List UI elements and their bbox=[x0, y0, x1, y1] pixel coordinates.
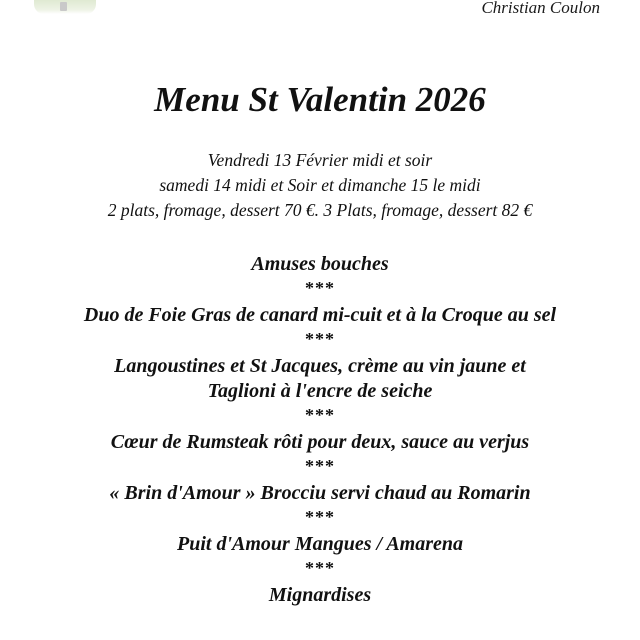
info-line-dates-friday: Vendredi 13 Février midi et soir bbox=[207, 150, 433, 170]
info-line-dates-weekend: samedi 14 midi et Soir et dimanche 15 le midi bbox=[159, 175, 481, 195]
menu-courses bbox=[0, 252, 640, 608]
course-rumsteak: Cœur de Rumsteak rôti pour deux, sauce au verjus bbox=[110, 431, 530, 453]
separator: *** bbox=[305, 278, 335, 298]
author-name: Christian Coulon bbox=[481, 0, 600, 17]
separator: *** bbox=[305, 405, 335, 425]
menu-info bbox=[0, 148, 640, 223]
menu-title: Menu St Valentin 2026 bbox=[154, 80, 486, 119]
separator: *** bbox=[305, 456, 335, 476]
separator: *** bbox=[305, 329, 335, 349]
logo-mark bbox=[60, 2, 67, 11]
separator: *** bbox=[305, 507, 335, 527]
course-puit-d-amour: Puit d'Amour Mangues / Amarena bbox=[177, 533, 463, 555]
course-amuses-bouches: Amuses bouches bbox=[251, 253, 389, 275]
separator: *** bbox=[305, 558, 335, 578]
course-langoustines-line-1: Langoustines et St Jacques, crème au vin jaune et bbox=[114, 355, 526, 377]
course-langoustines-line-2: Taglioni à l'encre de seiche bbox=[207, 380, 433, 402]
course-mignardises: Mignardises bbox=[268, 584, 372, 606]
course-foie-gras: Duo de Foie Gras de canard mi-cuit et à la Croque au sel bbox=[83, 304, 557, 326]
course-brin-d-amour: « Brin d'Amour » Brocciu servi chaud au Romarin bbox=[109, 482, 531, 504]
logo-fragment bbox=[34, 0, 96, 14]
info-line-prices: 2 plats, fromage, dessert 70 €. 3 Plats, fromage, dessert 82 € bbox=[107, 200, 533, 220]
